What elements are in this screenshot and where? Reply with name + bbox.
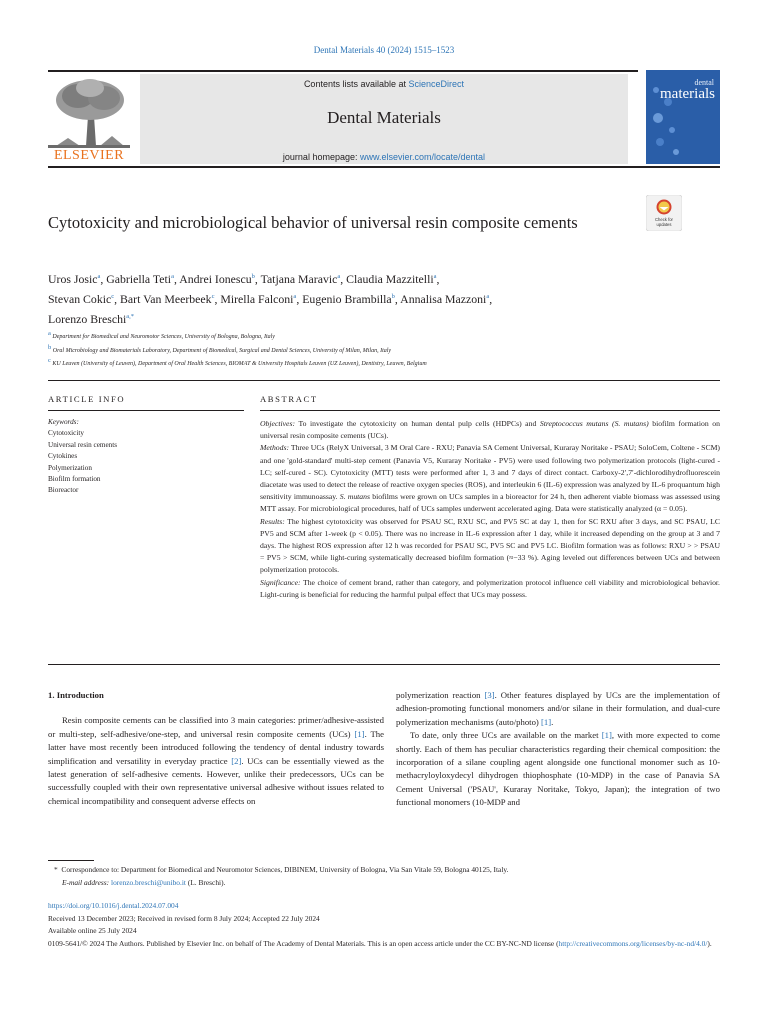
objectives-label: Objectives:: [260, 419, 296, 428]
abstract-methods: [260, 442, 720, 515]
affiliation-text: Oral Microbiology and Biomaterials Laboratory, Department of Biomedical, Surgical and Dental Sciences, University of Milan, Milan, Italy: [52, 347, 392, 354]
section-heading: 1. Introduction: [48, 690, 104, 700]
methods-text-cont: biofilms were grown on UCs samples in a bioreactor for 24 h, then adherent viable biomass was assessed using MTT assay. For microbiological procedures, half of UCs samples underwent accelerated aging. Data were statistically analyzed (α = 0.05).: [260, 492, 721, 514]
article-metadata: [48, 900, 720, 950]
check-for-updates-badge[interactable]: [646, 195, 682, 231]
elsevier-tree-icon: [48, 76, 130, 148]
contents-prefix: Contents lists available at: [303, 79, 406, 89]
section-divider: [48, 380, 720, 381]
email-link[interactable]: lorenzo.breschi@unibo.it: [111, 877, 186, 887]
body-paragraph: [396, 729, 720, 809]
author[interactable]: Annalisa Mazzoni: [400, 291, 487, 306]
body-column-left: [48, 689, 384, 808]
reference-link[interactable]: [1]: [601, 730, 612, 741]
body-column-right: [396, 689, 720, 810]
license-text-end: ).: [707, 938, 712, 948]
results-text: The highest cytotoxicity was observed for PSAU SC, RXU SC, and PV5 SC at day 1, then for SC RXU after 3 days, and SC PSAU, LC PV5 and SCM after 1-week (p < 0.05). There was no increase in IL-6 expression after 1 day, while it increased depending on the group at 3 and 7 days. The highest ROS expression after 12 h was recorded for PSAU SC, PV5 SC and PV5 LC. Biofilm formation was as follows: RXU > > PSAU = PV5 > SCM, while light-curing systematically decreased biofilm formation (≈−33 %). Aging leveled out differences between UCs and between polymerization protocols.: [260, 516, 720, 575]
abstract-significance: [260, 577, 720, 601]
author-affiliation-marker[interactable]: a: [486, 292, 490, 300]
reference-link[interactable]: [1]: [354, 728, 365, 739]
homepage-prefix: journal homepage:: [282, 152, 358, 162]
author-separator: ,: [173, 271, 180, 286]
affiliation-marker: b: [48, 343, 52, 351]
homepage-line: [140, 152, 628, 162]
journal-citation[interactable]: Dental Materials 40 (2024) 1515–1523: [313, 45, 455, 55]
author-affiliation-marker[interactable]: a,*: [126, 312, 135, 320]
paragraph-text: , with more expected to come shortly. Each of them has peculiar characteristics regarding their chemical composition: the incorporation of a silane coupling agent alongside one functional monomer such as 10-methacryloyloxydecyl dihydrogen thiophosphate (10-MDP) in the case of Panavia SA Cement Universal ('PSAU', Kuraray Noritake, Tokyo, Japan); the integration of two functional monomers (10-MDP and: [396, 730, 721, 808]
author-affiliation-marker[interactable]: a: [337, 273, 341, 280]
doi-link[interactable]: https://doi.org/10.1016/j.dental.2024.07.004: [48, 901, 179, 910]
email-label: E-mail address:: [62, 877, 110, 887]
author[interactable]: Claudia Mazzitelli: [346, 271, 434, 286]
affiliation-text: Department for Biomedical and Neuromotor Sciences, University of Bologna, Bologna, Italy: [52, 334, 275, 340]
affiliation-marker: c: [48, 357, 51, 364]
keyword: Cytotoxicity: [48, 429, 84, 438]
species-name: Streptococcus mutans (S. mutans): [539, 419, 649, 428]
author[interactable]: Bart Van Meerbeek: [120, 291, 212, 306]
contents-line: [140, 79, 628, 89]
footnote-rule: [48, 860, 94, 861]
correspondence-text: Correspondence to: Department for Biomedical and Neuromotor Sciences, DIBINEM, University of Bologna, Via San Vitale 59, Bologna 40125, Italy.: [61, 865, 509, 874]
correspondence-line: [54, 864, 734, 877]
abstract-body: [260, 418, 720, 601]
paragraph-text: . UCs can be essentially viewed as the latest generation of self-adhesive cements. However, unlike their predecessors, UCs can be successfully coupled with their own representative universal adhesive without issues related to chemical incompatibility and consequent adverse effects on: [48, 755, 385, 806]
author-separator: ,: [100, 271, 107, 286]
author-affiliation-marker[interactable]: a: [171, 273, 174, 280]
paragraph-text: . The latter have most recently been introduced following the tendency of dental industry towards simplification and versatility in everyday practice: [48, 728, 384, 766]
cover-title-small: dental: [694, 78, 714, 87]
keyword: Polymerization: [48, 463, 92, 472]
author-affiliation-marker[interactable]: c: [211, 292, 215, 300]
elsevier-logo[interactable]: [48, 76, 130, 166]
elsevier-wordmark: ELSEVIER: [53, 148, 125, 163]
masthead-panel: [140, 74, 628, 164]
article-dates: Received 13 December 2023; Received in revised form 8 July 2024; Accepted 22 July 2024: [48, 913, 320, 923]
email-line: [54, 877, 734, 890]
sciencedirect-link[interactable]: ScienceDirect: [408, 79, 465, 89]
author-separator: ,: [214, 291, 221, 306]
affiliation: [48, 343, 728, 357]
license-link[interactable]: http://creativecommons.org/licenses/by-nc-nd/4.0/: [558, 938, 708, 948]
abstract-results: [260, 516, 720, 577]
journal-homepage-link[interactable]: www.elsevier.com/locate/dental: [360, 152, 486, 162]
article-info-rule: [48, 410, 244, 411]
author-separator: ,: [394, 291, 401, 306]
paragraph-text: polymerization reaction: [396, 690, 481, 700]
affiliation-text: KU Leuven (University of Leuven), Department of Oral Health Sciences, BIOMAT & University Hospitals Leuven (UZ Leuven), Dentistry, Leuven, Belgium: [52, 361, 427, 367]
author-affiliation-marker[interactable]: a: [293, 292, 297, 300]
affiliation: [48, 356, 728, 370]
paragraph-text: . Other features displayed by UCs are the implementation of adhesion-promoting functional monomers and/or silane in their formulation, and dual-cure polymerization mechanisms (auto/photo): [396, 690, 720, 727]
species-name: S. mutans: [339, 492, 370, 502]
author-affiliation-marker[interactable]: a: [433, 273, 437, 280]
section-divider: [48, 664, 720, 665]
reference-link[interactable]: [2]: [231, 755, 242, 766]
objectives-text-cont: biofilm formation on universal resin composite cements (UCs).: [260, 419, 720, 441]
author-affiliation-marker[interactable]: c: [111, 292, 115, 300]
keywords-label: Keywords:: [48, 418, 79, 426]
check-updates-icon: [646, 195, 682, 231]
significance-text: The choice of cement brand, rather than category, and polymerization protocol influence cell viability and microbiological behavior. Light-curing is beneficial for reducing the harmful pulpal effect that UCs may possess.: [260, 577, 720, 599]
author-separator: ,: [436, 271, 440, 286]
author-affiliation-marker[interactable]: b: [391, 292, 395, 300]
keyword: Cytokines: [48, 452, 78, 461]
author[interactable]: Mirella Falconi: [220, 291, 294, 306]
paragraph-text: .: [551, 716, 554, 727]
cover-title-large: materials: [660, 86, 715, 102]
paragraph-text: To date, only three UCs are available on the market: [410, 730, 599, 741]
author[interactable]: Andrei Ionescu: [179, 271, 252, 286]
article-title: Cytotoxicity and microbiological behavior of universal resin composite cements: [48, 213, 578, 232]
author[interactable]: Uros Josic: [48, 271, 98, 286]
masthead-bottom-rule: [48, 166, 720, 168]
correspondence-footnote: [54, 864, 734, 889]
author[interactable]: Lorenzo Breschi: [48, 311, 127, 326]
affiliation: [48, 329, 728, 343]
reference-link[interactable]: [1]: [541, 716, 552, 727]
body-paragraph: [396, 689, 720, 729]
paragraph-text: Resin composite cements can be classified into 3 main categories: primer/adhesive-assisted or multi-step, self-adhesive/one-step, and universal resin composite cements (UCs): [48, 715, 384, 739]
author-affiliation-marker[interactable]: a: [97, 273, 101, 280]
keywords-block: [48, 417, 244, 497]
affiliations: [48, 329, 728, 370]
abstract-heading: ABSTRACT: [260, 394, 318, 404]
article-info-heading: ARTICLE INFO: [48, 394, 126, 404]
methods-text: Three UCs (RelyX Universal, 3 M Oral Care - RXU; Panavia SA Cement Universal, Kuraray Noritake - PSAU; SoloCem, Coltene - SCM) and one 'gold-standard' multi-step cement (Panavia V5, Kuraray Noritake - PV5) were used following two polymerization protocols (light-cured - LC; self-cured - SC). Cytotoxicity (MTT) tests were performed after 1, 3 and 7 days of direct contact. Carboxy-2′,7′-dichlorodihydrofluorescein diacetate was used to detect the release of reactive oxygen species (ROS), and interleukin 6 (IL-6) expression was analyzed by IL-6 proquantum high sensitivity immunoassay.: [260, 443, 720, 502]
author[interactable]: Stevan Cokic: [48, 291, 112, 306]
keyword: Biofilm formation: [48, 475, 101, 484]
footnote-star: *: [54, 865, 58, 874]
author-separator: ,: [296, 291, 303, 306]
author-separator: ,: [340, 271, 347, 286]
masthead-top-rule: [48, 70, 638, 72]
author-separator: ,: [114, 291, 121, 306]
abstract-objectives: [260, 418, 720, 442]
reference-link[interactable]: [3]: [484, 690, 495, 700]
body-paragraph: [48, 714, 384, 808]
objectives-text: To investigate the cytotoxicity on human dental pulp cells (HDPCs) and: [298, 419, 537, 428]
significance-label: Significance:: [260, 577, 301, 587]
journal-name: Dental Materials: [327, 108, 441, 127]
author-separator: ,: [254, 271, 261, 286]
journal-masthead: [48, 70, 720, 168]
author-affiliation-marker[interactable]: b: [251, 273, 255, 280]
methods-label: Methods:: [260, 443, 290, 453]
author-list: [48, 268, 688, 328]
keyword: Bioreactor: [48, 486, 79, 495]
author-separator: ,: [489, 291, 493, 306]
journal-cover[interactable]: [646, 70, 720, 164]
affiliation-marker: a: [48, 330, 51, 337]
email-owner: (L. Breschi).: [187, 877, 226, 887]
abstract-rule: [260, 410, 720, 411]
license-text: 0109-5641/© 2024 The Authors. Published by Elsevier Inc. on behalf of The Academy of Dental Materials. This is an open access article under the CC BY-NC-ND license (: [48, 938, 559, 948]
author[interactable]: Gabriella Teti: [106, 271, 172, 286]
available-online: Available online 25 July 2024: [48, 926, 137, 936]
results-label: Results:: [260, 516, 285, 526]
check-updates-label-2: updates: [656, 222, 672, 227]
keyword: Universal resin cements: [48, 440, 118, 449]
check-updates-label-1: Check for: [655, 217, 673, 222]
author[interactable]: Tatjana Maravic: [260, 271, 338, 286]
license-statement: [48, 938, 720, 951]
author[interactable]: Eugenio Brambilla: [302, 291, 392, 306]
